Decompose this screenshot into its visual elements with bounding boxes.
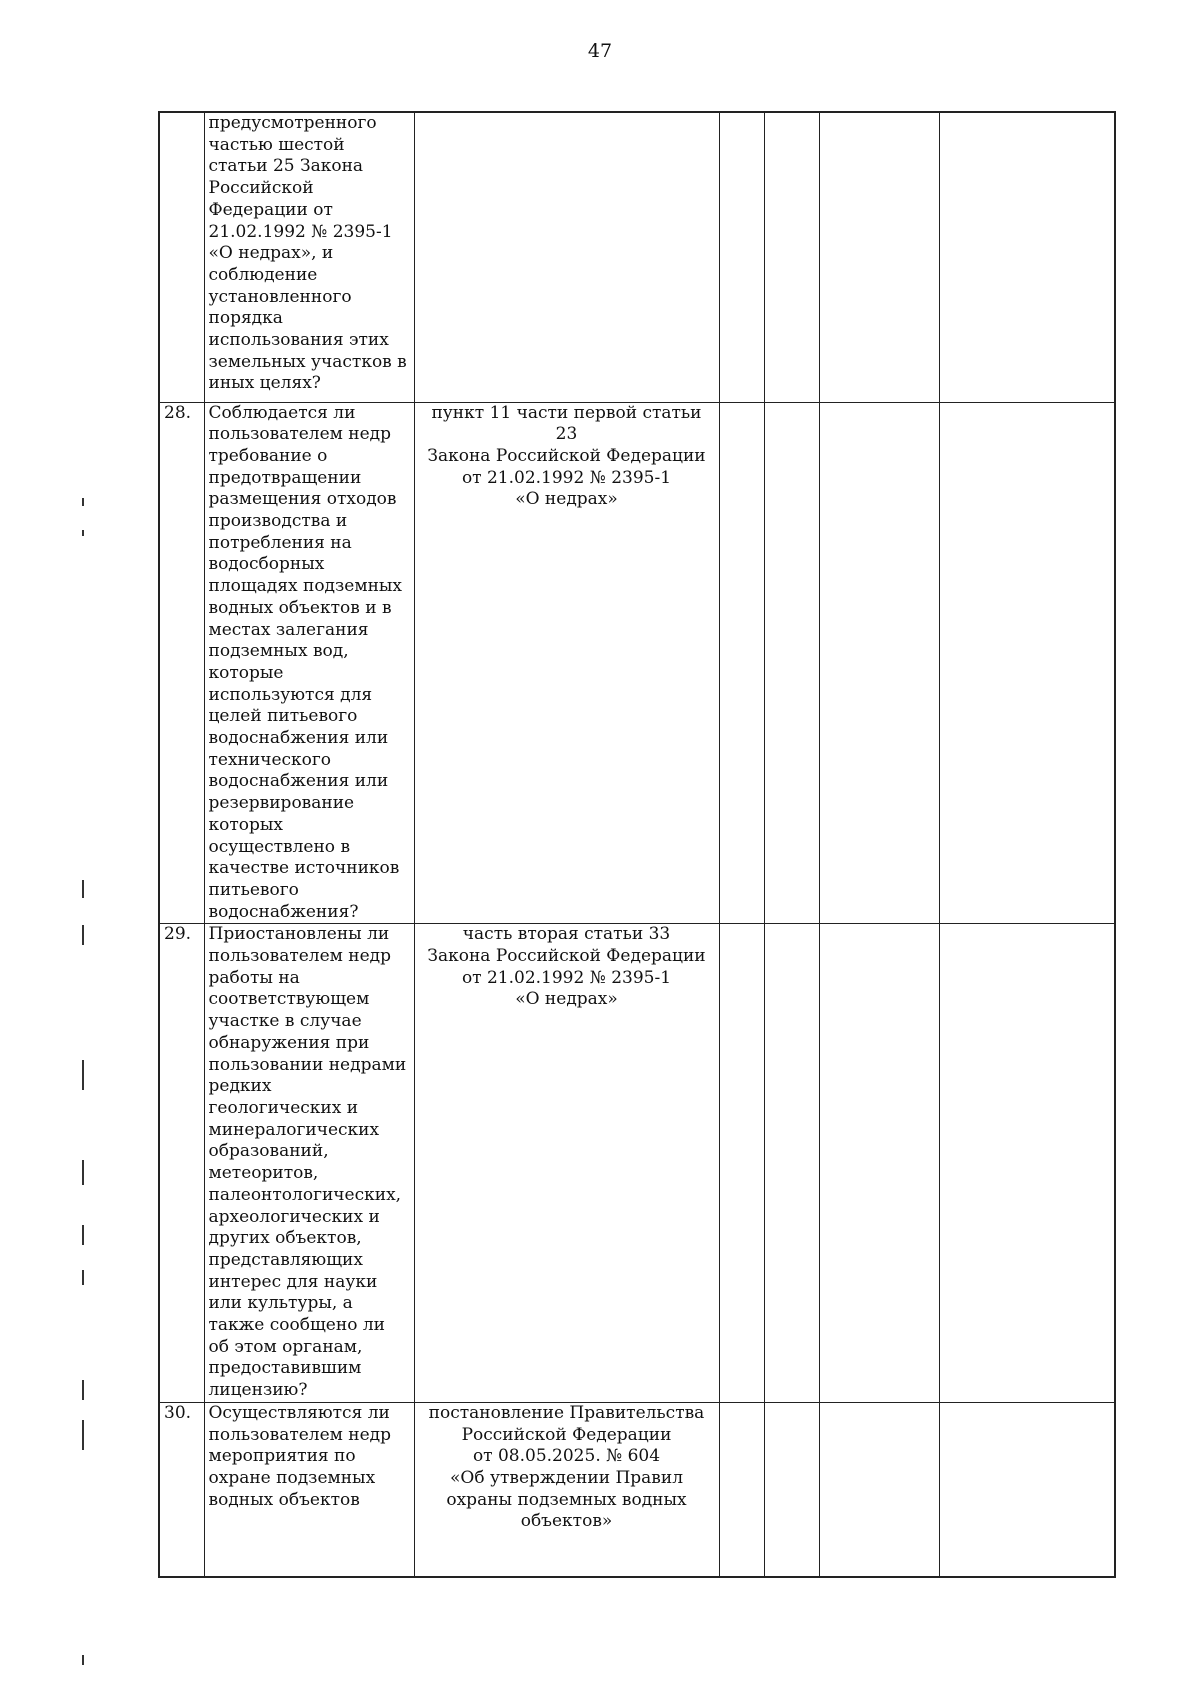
question-text: Осуществляются ли пользователем недр мероприятия по охране подземных водных объектов [208, 1402, 392, 1510]
legal-reference: пункт 11 части первой статьи 23 Закона Российской Федерации от 21.02.1992 № 2395-1 «О недрах» [427, 402, 706, 510]
scan-artifact [82, 1225, 84, 1245]
notes-cell [939, 112, 1115, 402]
scan-artifact [82, 1060, 84, 1090]
scan-artifact [82, 1420, 84, 1450]
answer-no-cell [764, 924, 819, 1402]
not-applicable-cell [819, 112, 939, 402]
checklist-table [158, 111, 1116, 1578]
notes-cell [939, 402, 1115, 924]
answer-yes-cell [719, 924, 764, 1402]
table-row [159, 924, 1115, 1402]
scan-artifact [82, 1270, 84, 1285]
not-applicable-cell [819, 1402, 939, 1577]
scan-artifact [82, 498, 84, 506]
row-number: 30. [159, 1402, 204, 1577]
not-applicable-cell [819, 924, 939, 1402]
scan-artifact [82, 1655, 84, 1665]
table-row [159, 1402, 1115, 1577]
question-text: Соблюдается ли пользователем недр требование о предотвращении размещения отходов производства и потребления на водосборных площадях подземных водных объектов и в местах залегания подземных вод, которые используются для целей питьевого водоснабжения или технического водоснабжения или резервирование которых осуществлено в качестве источников питьевого водоснабжения? [208, 402, 403, 922]
table-row [159, 112, 1115, 402]
scan-artifact [82, 880, 84, 898]
table-row [159, 402, 1115, 924]
answer-yes-cell [719, 1402, 764, 1577]
answer-yes-cell [719, 402, 764, 924]
row-number: 29. [159, 924, 204, 1402]
answer-no-cell [764, 1402, 819, 1577]
scan-artifact [82, 925, 84, 945]
row-number: 28. [159, 402, 204, 924]
row-number [159, 112, 204, 402]
scan-artifact [82, 1160, 84, 1185]
scan-artifact [82, 1380, 84, 1400]
question-text: предусмотренного частью шестой статьи 25 Закона Российской Федерации от 21.02.1992 № 2395-1 «О недрах», и соблюдение установленного порядка использования этих земельных участков в иных целях? [208, 113, 407, 394]
answer-yes-cell [719, 112, 764, 402]
not-applicable-cell [819, 402, 939, 924]
legal-reference: часть вторая статьи 33 Закона Российской Федерации от 21.02.1992 № 2395-1 «О недрах» [427, 924, 706, 1010]
notes-cell [939, 924, 1115, 1402]
page-number: 47 [587, 40, 613, 62]
notes-cell [939, 1402, 1115, 1577]
answer-no-cell [764, 402, 819, 924]
scan-artifact [82, 530, 84, 536]
answer-no-cell [764, 112, 819, 402]
legal-reference: постановление Правительства Российской Федерации от 08.05.2025. № 604 «Об утверждении Правил охраны подземных водных объектов» [428, 1402, 705, 1532]
question-text: Приостановлены ли пользователем недр работы на соответствующем участке в случае обнаружения при пользовании недрами редких геологических и минералогических образований, метеоритов, палеонтологических, археологических и других объектов, представляющих интерес для науки или культуры, а также сообщено ли об этом органам, предоставившим лицензию? [208, 924, 407, 1401]
